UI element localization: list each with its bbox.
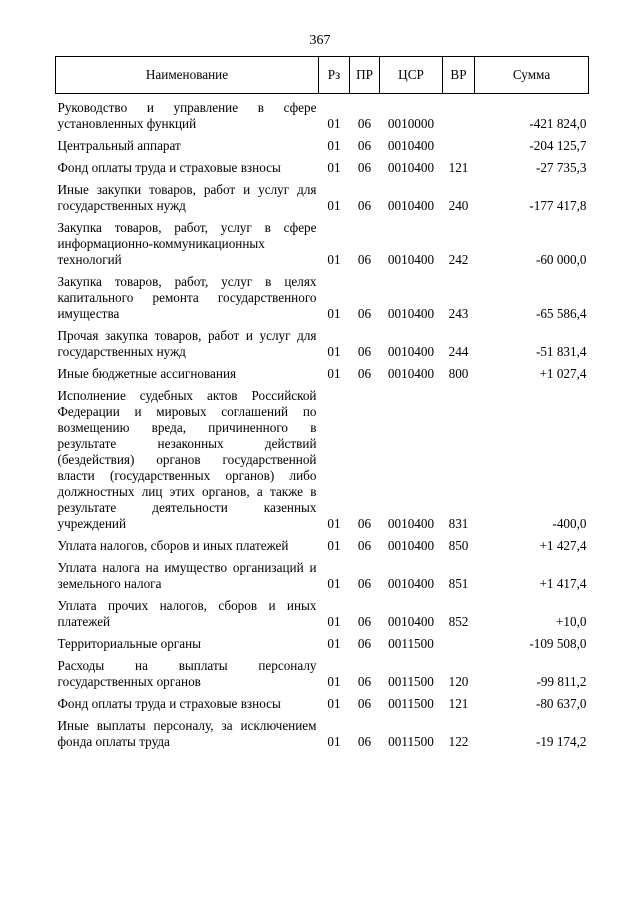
row-rz: 01 [327, 614, 341, 629]
row-pr: 06 [357, 636, 372, 651]
row-csr: 0010400 [387, 614, 435, 629]
table-header-row [56, 57, 589, 94]
row-pr: 06 [357, 516, 372, 531]
row-rz: 01 [327, 116, 341, 131]
table-row [56, 182, 589, 214]
header-pr: ПР [350, 57, 380, 94]
row-rz: 01 [327, 160, 341, 175]
table-row [56, 538, 589, 554]
row-vr [443, 138, 475, 154]
row-rz: 01 [327, 516, 341, 531]
row-name: Центральный аппарат [57, 138, 181, 153]
table-row [56, 636, 589, 652]
row-vr: 240 [448, 198, 469, 213]
row-pr: 06 [357, 576, 372, 591]
row-sum: +1 417,4 [539, 576, 587, 591]
row-name: Уплата прочих налогов, сборов и иных платежей [57, 598, 317, 629]
row-name: Фонд оплаты труда и страховые взносы [57, 696, 281, 711]
header-rz: Рз [319, 57, 350, 94]
row-name: Исполнение судебных актов Российской Федерации и мировых соглашений по возмещению вреда, причиненного в результате незаконных действий (бездействия) органов государственной власти (государственных органов) либо должностных лиц этих органов, а также в результате деятельности казенных учреждений [57, 388, 317, 531]
row-csr: 0011500 [388, 696, 434, 711]
row-vr: 121 [448, 696, 469, 711]
row-vr: 120 [448, 674, 469, 689]
row-pr: 06 [357, 198, 372, 213]
row-name: Иные закупки товаров, работ и услуг для государственных нужд [57, 182, 317, 213]
row-vr: 244 [448, 344, 469, 359]
row-name: Расходы на выплаты персоналу государственных органов [57, 658, 317, 689]
row-pr: 06 [357, 252, 372, 267]
row-csr: 0010400 [387, 252, 435, 267]
row-pr: 06 [357, 674, 372, 689]
row-name: Фонд оплаты труда и страховые взносы [57, 160, 281, 175]
row-csr: 0010400 [387, 576, 435, 591]
table-row [56, 274, 589, 322]
row-pr: 06 [357, 734, 372, 749]
row-rz: 01 [327, 576, 341, 591]
row-pr: 06 [357, 306, 372, 321]
row-name: Руководство и управление в сфере установленных функций [57, 100, 317, 131]
row-csr: 0011500 [388, 674, 434, 689]
row-sum: +1 027,4 [539, 366, 587, 381]
row-name: Прочая закупка товаров, работ и услуг для государственных нужд [57, 328, 317, 359]
row-rz: 01 [327, 636, 341, 651]
row-vr [443, 636, 475, 652]
row-pr: 06 [357, 344, 372, 359]
row-csr: 0010400 [387, 306, 435, 321]
row-sum: -421 824,0 [529, 116, 587, 131]
row-rz: 01 [327, 538, 341, 553]
row-pr: 06 [357, 160, 372, 175]
page-number: 367 [309, 33, 331, 48]
table-row [56, 220, 589, 268]
table-row [56, 658, 589, 690]
row-sum: -400,0 [552, 516, 587, 531]
row-sum: -109 508,0 [529, 636, 587, 651]
header-vr: ВР [443, 57, 475, 94]
row-csr: 0011500 [388, 636, 434, 651]
table-row [56, 100, 589, 132]
table-row [56, 718, 589, 750]
row-sum: -80 637,0 [535, 696, 587, 711]
row-sum: +10,0 [555, 614, 587, 629]
row-rz: 01 [327, 734, 341, 749]
header-csr: ЦСР [380, 57, 443, 94]
row-csr: 0011500 [388, 734, 434, 749]
row-vr [443, 100, 475, 132]
row-sum: -27 735,3 [535, 160, 587, 175]
row-rz: 01 [327, 696, 341, 711]
row-sum: -204 125,7 [529, 138, 587, 153]
row-vr: 242 [448, 252, 469, 267]
row-name: Иные выплаты персоналу, за исключением фонда оплаты труда [57, 718, 317, 749]
row-name: Закупка товаров, работ, услуг в сфере информационно-коммуникационных технологий [57, 220, 317, 267]
row-pr: 06 [357, 366, 372, 381]
row-name: Закупка товаров, работ, услуг в целях капитального ремонта государственного имущества [57, 274, 317, 321]
row-csr: 0010400 [387, 344, 435, 359]
row-rz: 01 [327, 138, 341, 153]
row-rz: 01 [327, 674, 341, 689]
row-csr: 0010400 [387, 366, 435, 381]
row-name: Территориальные органы [57, 636, 201, 651]
row-sum: -60 000,0 [535, 252, 587, 267]
row-pr: 06 [357, 138, 372, 153]
header-sum: Сумма [475, 57, 589, 94]
row-vr: 852 [448, 614, 469, 629]
row-sum: +1 427,4 [539, 538, 587, 553]
row-sum: -19 174,2 [535, 734, 587, 749]
row-pr: 06 [357, 116, 372, 131]
table-row [56, 366, 589, 382]
row-csr: 0010400 [387, 538, 435, 553]
row-csr: 0010400 [387, 198, 435, 213]
row-vr: 850 [448, 538, 469, 553]
row-name: Уплата налога на имущество организаций и земельного налога [57, 560, 317, 591]
row-rz: 01 [327, 344, 341, 359]
row-csr: 0010400 [387, 138, 435, 153]
table-row [56, 160, 589, 176]
table-row [56, 560, 589, 592]
row-vr: 851 [448, 576, 469, 591]
row-csr: 0010400 [387, 516, 435, 531]
row-sum: -51 831,4 [535, 344, 587, 359]
row-vr: 243 [448, 306, 469, 321]
row-sum: -65 586,4 [535, 306, 587, 321]
row-name: Иные бюджетные ассигнования [57, 366, 237, 381]
row-sum: -177 417,8 [529, 198, 587, 213]
table-row [56, 388, 589, 532]
row-vr: 122 [448, 734, 469, 749]
row-name: Уплата налогов, сборов и иных платежей [57, 538, 289, 553]
row-rz: 01 [327, 306, 341, 321]
table-row [56, 598, 589, 630]
row-csr: 0010000 [387, 116, 435, 131]
table-row [56, 328, 589, 360]
table-row [56, 138, 589, 154]
row-vr: 831 [448, 516, 469, 531]
row-pr: 06 [357, 696, 372, 711]
row-vr: 800 [448, 366, 469, 381]
header-name: Наименование [56, 57, 319, 94]
row-vr: 121 [448, 160, 469, 175]
table-row [56, 696, 589, 712]
row-rz: 01 [327, 366, 341, 381]
row-csr: 0010400 [387, 160, 435, 175]
row-pr: 06 [357, 538, 372, 553]
row-pr: 06 [357, 614, 372, 629]
table-body [56, 94, 589, 751]
row-rz: 01 [327, 198, 341, 213]
row-sum: -99 811,2 [536, 674, 587, 689]
row-rz: 01 [327, 252, 341, 267]
budget-table [55, 56, 589, 750]
